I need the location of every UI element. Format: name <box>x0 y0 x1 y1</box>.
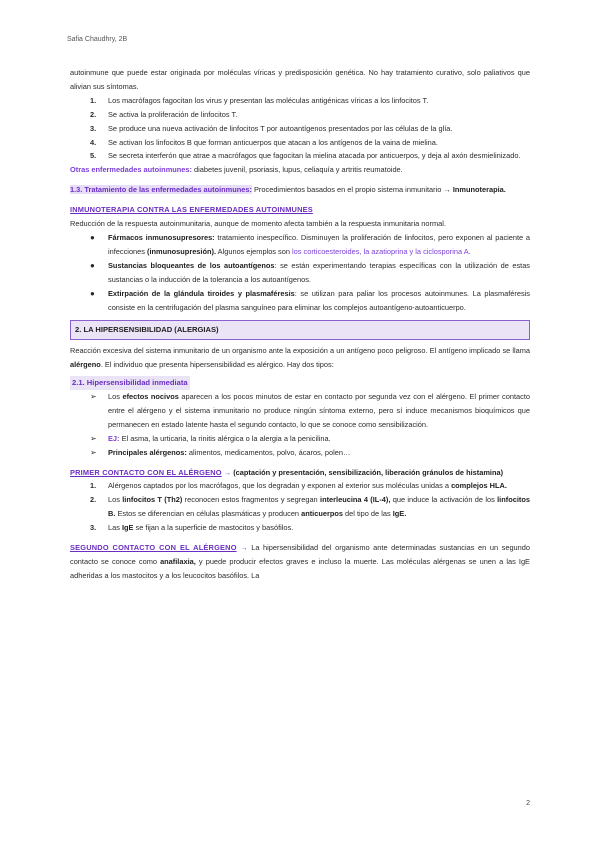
list-item: ● Sustancias bloqueantes de los autoantígenos: se están experimentando terapias específicas con la utilización de estas sustancias o la inducción de la tolerancia a los autoantígenos. <box>90 260 530 284</box>
list-item: 2. Se activa la proliferación de linfocitos T. <box>90 109 238 119</box>
arrow-bullet-icon: ➢ <box>90 392 97 402</box>
list-item: ● Extirpación de la glándula tiroides y plasmaféresis: se utilizan para paliar los procesos autoinmunes. La plasmaféresis consiste en la centrifugación del plasma sanguíneo para eliminar los complejos autoantígeno-autoanticuerpo. <box>90 288 530 312</box>
section-2-paragraph: Reacción excesiva del sistema inmunitario de un organismo ante la exposición a un antígeno poco peligroso. El antígeno implicado se llama alérgeno. El individuo que presenta hipersensibilidad es alérgico. Hay dos tipos: <box>70 346 530 370</box>
section-2-heading: 2. LA HIPERSENSIBILIDAD (ALERGIAS) <box>70 320 530 340</box>
bullet-icon: ● <box>90 232 95 242</box>
section-2-1-heading: 2.1. Hipersensibilidad inmediata <box>70 376 190 390</box>
second-contact: SEGUNDO CONTACTO CON EL ALÉRGENO → La hipersensibilidad del organismo ante determinadas sustancias en un segundo contacto se conoce como anafilaxia, y puede producir efectos graves e incluso la muerte. Las moléculas alérgenas se unen a las IgE adheridas a los mastocitos y a los leucocitos basófilos. La <box>70 543 530 580</box>
intro-steps-list <box>70 94 530 164</box>
page-number: 2 <box>526 800 530 807</box>
list-item: 2. Los linfocitos T (Th2) reconocen estos fragmentos y segregan interleucina 4 (IL-4), que induce la activación de los linfocitos B. Estos se diferencian en células plasmáticas y producen anticuerpos del tipo de las IgE. <box>90 495 530 519</box>
page-content <box>70 66 530 583</box>
section-1-3: 1.3. Tratamiento de las enfermedades autoinmunes: Procedimientos basados en el propio sistema inmunitario → Inmunoterapia. <box>70 185 506 195</box>
page-header-author: Safia Chaudhry, 2B <box>67 36 128 43</box>
list-item: 5. Se secreta interferón que atrae a macrófagos que fagocitan la mielina atacada por anticuerpos, y deja al axón desmielinizado. <box>90 151 521 161</box>
immunotherapy-paragraph: Reducción de la respuesta autoinmunitaria, aunque de momento afecta también a la respuesta inmunitaria normal. <box>70 219 446 229</box>
other-diseases-label: Otras enfermedades autoinmunes: <box>70 165 192 175</box>
list-item: 4. Se activan los linfocitos B que forman anticuerpos que atacan a los antígenos de la vaina de mielina. <box>90 137 438 147</box>
list-item: ➢ EJ: El asma, la urticaria, la rinitis alérgica o la alergia a la penicilina. <box>70 432 530 446</box>
second-contact-heading: SEGUNDO CONTACTO CON EL ALÉRGENO <box>70 543 237 553</box>
arrow-bullet-icon: ➢ <box>90 447 97 457</box>
bullet-icon: ● <box>90 260 95 270</box>
list-item: 1. Los macrófagos fagocitan los virus y presentan las moléculas antigénicas víricas a los linfocitos T. <box>90 95 429 105</box>
section-1-3-title: 1.3. Tratamiento de las enfermedades autoinmunes: <box>70 185 252 195</box>
list-item: 1. Alérgenos captados por los macrófagos, que los degradan y exponen al exterior sus moléculas unidas a complejos HLA. <box>90 481 507 491</box>
list-item: 3. Las IgE se fijan a la superficie de mastocitos y basófilos. <box>90 523 294 533</box>
list-item: ● Fármacos inmunosupresores: tratamiento inespecífico. Disminuyen la proliferación de linfocitos, pero exponen al paciente a infecciones (inmunosupresión). Algunos ejemplos son los corticoesteroides, la azatioprina y la ciclosporina A. <box>90 232 530 256</box>
immediate-list <box>70 390 530 460</box>
list-item: ➢ Principales alérgenos: alimentos, medicamentos, polvo, ácaros, polen… <box>70 446 530 460</box>
bullet-icon: ● <box>90 288 95 298</box>
immunotherapy-heading: INMUNOTERAPIA CONTRA LAS ENFERMEDADES AUTOINMUNES <box>70 205 313 215</box>
intro-paragraph: autoinmune que puede estar originada por moléculas víricas y predisposición genética. No hay tratamiento curativo, solo paliativos que alivian sus síntomas. <box>70 68 530 91</box>
arrow-bullet-icon: ➢ <box>90 433 97 443</box>
first-contact-steps <box>70 479 530 535</box>
list-item: ➢ Los efectos nocivos aparecen a los pocos minutos de estar en contacto por segunda vez con el alérgeno. El primer contacto entre el alérgeno y el sistema inmunitario no produce ningún síntoma externo, pero sí induce mecanismos bioquímicos que permanecen en estado latente hasta el segundo contacto, lo que se conoce como sensibilización. <box>90 392 530 429</box>
first-contact-title: PRIMER CONTACTO CON EL ALÉRGENO → (captación y presentación, sensibilización, liberación gránulos de histamina) <box>70 467 504 477</box>
other-diseases: Otras enfermedades autoinmunes: diabetes juvenil, psoriasis, lupus, celiaquía y artritis reumatoide. <box>70 165 403 175</box>
immunotherapy-list <box>70 231 530 314</box>
list-item: 3. Se produce una nueva activación de linfocitos T por autoantígenos presentados por las células de la glía. <box>90 123 453 133</box>
